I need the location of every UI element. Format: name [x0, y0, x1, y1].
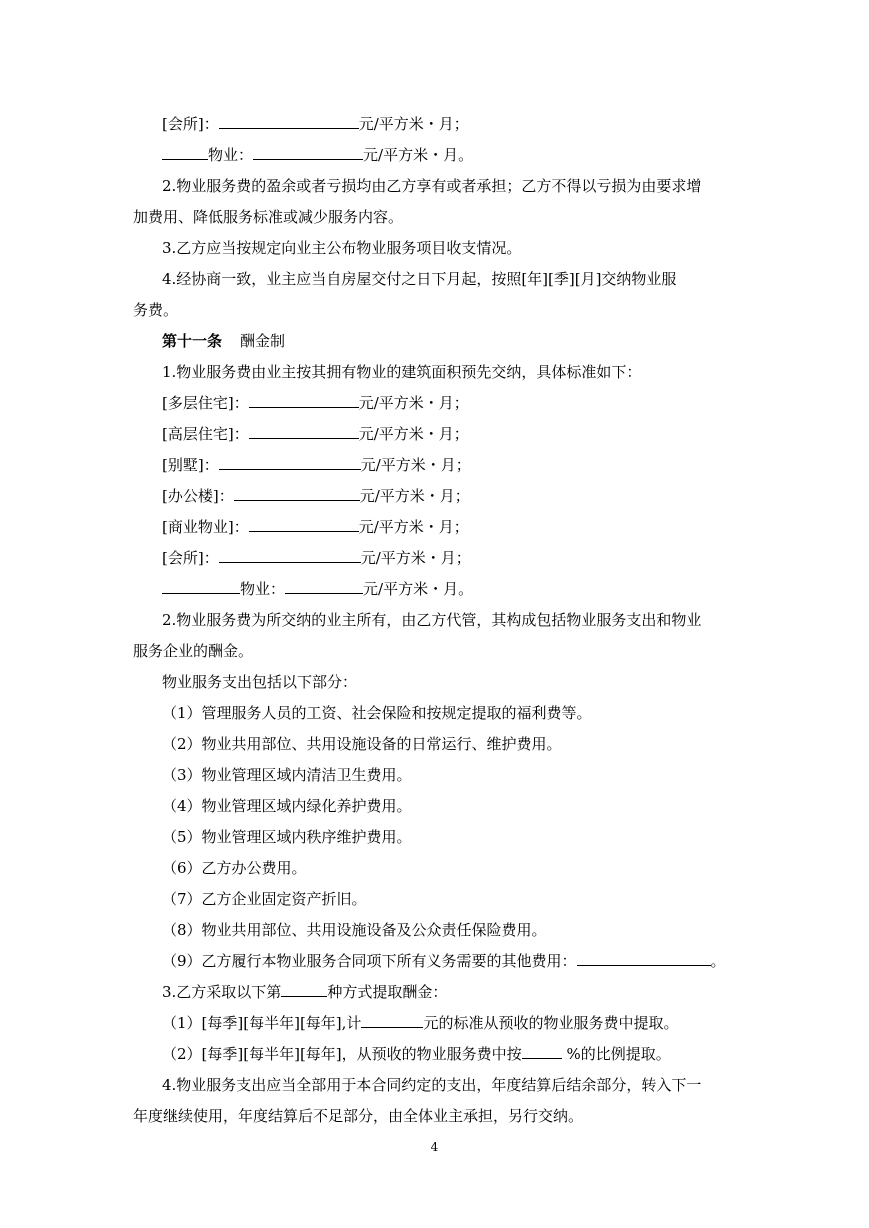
paragraph: 务费。 — [133, 301, 179, 319]
paragraph: 4.经协商一致，业主应当自房屋交付之日下月起，按照[年][季][月]交纳物业服 — [162, 270, 677, 288]
list-item: （6）乙方办公费用。 — [162, 859, 307, 877]
paragraph: 2.物业服务费为所交纳的业主所有，由乙方代管，其构成包括物业服务支出和物业 — [162, 611, 702, 629]
blank-field[interactable] — [219, 455, 361, 470]
fee-line-clubhouse: [会所]： 元/平方米・月； — [162, 549, 471, 567]
paragraph: 加费用、降低服务标准或减少服务内容。 — [133, 208, 404, 226]
list-item: （4）物业管理区域内绿化养护费用。 — [162, 797, 412, 815]
paragraph: 3.乙方采取以下第 种方式提取酬金： — [162, 983, 448, 1001]
blank-field[interactable] — [162, 145, 208, 160]
blank-field[interactable] — [361, 1013, 423, 1028]
list-item: （5）物业管理区域内秩序维护费用。 — [162, 828, 412, 846]
paragraph: 服务企业的酬金。 — [133, 642, 254, 660]
list-item: （3）物业管理区域内清洁卫生费用。 — [162, 766, 412, 784]
paragraph: 2.物业服务费的盈余或者亏损均由乙方享有或者承担；乙方不得以亏损为由要求增 — [162, 177, 702, 195]
paragraph: 年度继续使用，年度结算后不足部分，由全体业主承担，另行交纳。 — [133, 1107, 584, 1125]
fee-line-property: 物业： 元/平方米・月。 — [162, 145, 473, 165]
fee-line-villa: [别墅]： 元/平方米・月； — [162, 456, 471, 474]
paragraph: 4.物业服务支出应当全部用于本合同约定的支出，年度结算后结余部分，转入下一 — [162, 1076, 702, 1094]
paragraph: 3.乙方应当按规定向业主公布物业服务项目收支情况。 — [162, 239, 522, 257]
blank-field[interactable] — [249, 393, 359, 408]
blank-field[interactable] — [281, 982, 327, 997]
blank-field[interactable] — [219, 114, 359, 129]
fee-line-property: 物业： 元/平方米・月。 — [162, 579, 473, 599]
list-item: （2）物业共用部位、共用设施设备的日常运行、维护费用。 — [162, 735, 562, 753]
blank-field[interactable] — [234, 486, 360, 501]
blank-field[interactable] — [249, 424, 359, 439]
blank-field[interactable] — [162, 579, 240, 594]
blank-field[interactable] — [285, 579, 363, 594]
blank-field[interactable] — [249, 517, 359, 532]
list-item: （1）[每季][每半年][每年],计 元的标准从预收的物业服务费中提取。 — [162, 1014, 679, 1032]
blank-field[interactable] — [577, 951, 711, 966]
fee-line-highrise: [高层住宅]： 元/平方米・月； — [162, 425, 469, 443]
page-number: 4 — [430, 1140, 439, 1154]
blank-field[interactable] — [522, 1044, 562, 1059]
fee-line-office: [办公楼]： 元/平方米・月； — [162, 487, 470, 505]
list-item: （9）乙方履行本物业服务合同项下所有义务需要的其他费用： 。 — [162, 952, 726, 970]
list-item: （1）管理服务人员的工资、社会保险和按规定提取的福利费等。 — [162, 704, 592, 722]
list-item: （8）物业共用部位、共用设施设备及公众责任保险费用。 — [162, 921, 547, 939]
blank-field[interactable] — [219, 548, 361, 563]
article-heading: 第十一条 酬金制 — [162, 332, 286, 350]
fee-line-clubhouse: [会所]： 元/平方米・月； — [162, 115, 469, 133]
list-item: （2）[每季][每半年][每年]，从预收的物业服务费中按 %的比例提取。 — [162, 1045, 671, 1063]
fee-line-commercial: [商业物业]： 元/平方米・月； — [162, 518, 469, 536]
fee-line-multistory: [多层住宅]： 元/平方米・月； — [162, 394, 469, 412]
paragraph: 1.物业服务费由业主按其拥有物业的建筑面积预先交纳，具体标准如下： — [162, 363, 642, 381]
blank-field[interactable] — [253, 145, 363, 160]
paragraph: 物业服务支出包括以下部分： — [162, 673, 358, 691]
list-item: （7）乙方企业固定资产折旧。 — [162, 890, 367, 908]
